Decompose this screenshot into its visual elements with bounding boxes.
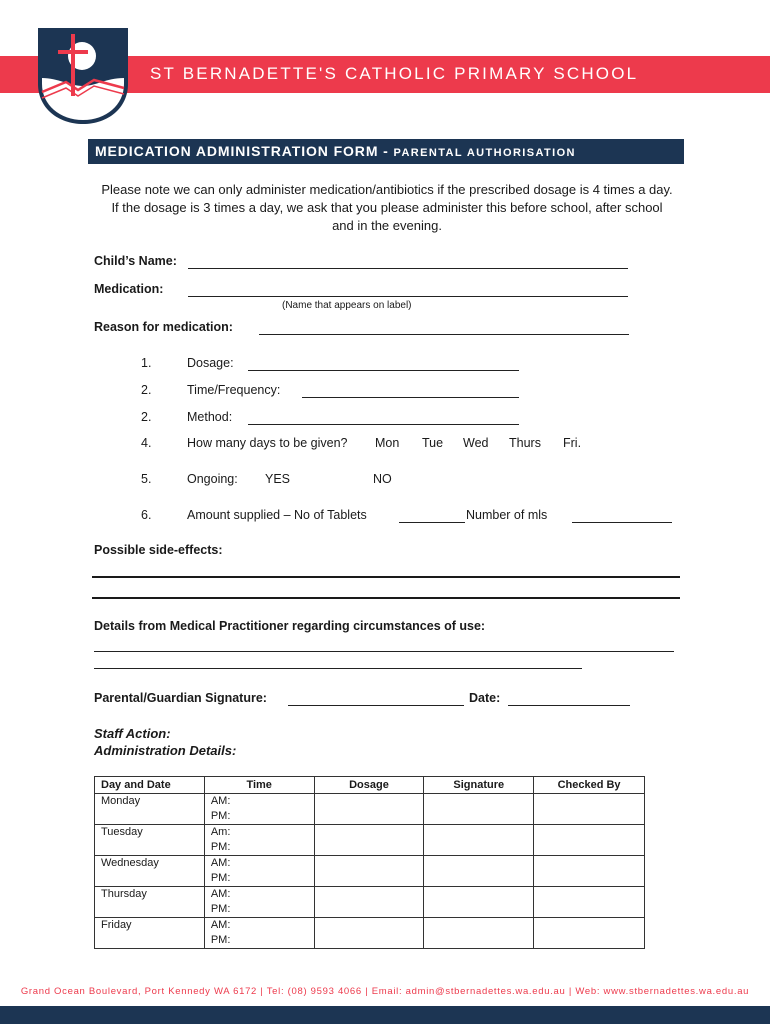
dosage-label: Dosage: xyxy=(187,356,234,370)
ongoing-yes-option[interactable]: YES xyxy=(265,472,291,486)
table-row xyxy=(95,856,645,887)
day-cell: Wednesday xyxy=(95,856,205,887)
time-cell[interactable] xyxy=(204,856,314,887)
am-label: AM: xyxy=(210,888,231,900)
signature-cell[interactable] xyxy=(424,887,534,918)
side-effects-label: Possible side-effects: xyxy=(94,543,223,557)
time-frequency-label: Time/Frequency: xyxy=(187,383,281,397)
practitioner-line-2[interactable] xyxy=(94,668,582,669)
checked-by-cell[interactable] xyxy=(534,856,645,887)
signature-cell[interactable] xyxy=(424,825,534,856)
dosage-cell[interactable] xyxy=(314,825,424,856)
intro-note: Please note we can only administer medication/antibiotics if the prescribed dosage is 4 times a day. If the dosage is 3 times a day, we ask that you please administer this before school, after school and in the evening. xyxy=(101,182,673,233)
dosage-cell[interactable] xyxy=(314,856,424,887)
date-field[interactable] xyxy=(508,705,630,706)
reason-field[interactable] xyxy=(259,334,629,335)
staff-action-heading: Staff Action: xyxy=(94,726,171,741)
time-cell[interactable] xyxy=(204,887,314,918)
childs-name-label: Child’s Name: xyxy=(94,254,177,268)
dosage-cell[interactable] xyxy=(314,794,424,825)
column-header: Dosage xyxy=(314,777,424,794)
mls-field[interactable] xyxy=(572,522,672,523)
reason-label: Reason for medication: xyxy=(94,320,233,334)
signature-cell[interactable] xyxy=(424,794,534,825)
pm-label: PM: xyxy=(210,841,231,853)
table-row xyxy=(95,918,645,949)
am-label: AM: xyxy=(210,919,231,931)
column-header: Signature xyxy=(424,777,534,794)
signature-field[interactable] xyxy=(288,705,464,706)
day-option-tue[interactable]: Tue xyxy=(422,436,444,450)
day-cell: Friday xyxy=(95,918,205,949)
childs-name-field[interactable] xyxy=(188,268,628,269)
day-option-wed[interactable]: Wed xyxy=(463,436,489,450)
day-cell: Monday xyxy=(95,794,205,825)
side-effects-line-2[interactable] xyxy=(92,597,680,599)
form-title-bar xyxy=(88,139,684,164)
administration-details-heading: Administration Details: xyxy=(94,743,237,758)
pm-label: PM: xyxy=(210,810,231,822)
practitioner-line-1[interactable] xyxy=(94,651,674,652)
day-cell: Tuesday xyxy=(95,825,205,856)
time-cell[interactable] xyxy=(204,794,314,825)
item-number: 2. xyxy=(141,410,152,424)
day-option-mon[interactable]: Mon xyxy=(375,436,400,450)
side-effects-line-1[interactable] xyxy=(92,576,680,578)
checked-by-cell[interactable] xyxy=(534,887,645,918)
dosage-field[interactable] xyxy=(248,370,519,371)
column-header: Time xyxy=(204,777,314,794)
days-label: How many days to be given? xyxy=(187,436,348,450)
column-header: Day and Date xyxy=(95,777,205,794)
signature-label: Parental/Guardian Signature: xyxy=(94,691,267,705)
school-crest-logo xyxy=(36,26,130,126)
item-number: 4. xyxy=(141,436,152,450)
item-number: 6. xyxy=(141,508,152,522)
time-cell[interactable] xyxy=(204,825,314,856)
date-label: Date: xyxy=(469,691,501,705)
mls-label: Number of mls xyxy=(466,508,548,522)
time-frequency-field[interactable] xyxy=(302,397,519,398)
administration-table xyxy=(94,776,645,949)
signature-cell[interactable] xyxy=(424,856,534,887)
pm-label: PM: xyxy=(210,934,231,946)
ongoing-label: Ongoing: xyxy=(187,472,238,486)
medication-field[interactable] xyxy=(188,296,628,297)
pm-label: PM: xyxy=(210,872,231,884)
medication-label: Medication: xyxy=(94,282,164,296)
checked-by-cell[interactable] xyxy=(534,794,645,825)
ongoing-no-option[interactable]: NO xyxy=(373,472,392,486)
item-number: 1. xyxy=(141,356,152,370)
tablets-field[interactable] xyxy=(399,522,465,523)
dosage-cell[interactable] xyxy=(314,887,424,918)
table-row xyxy=(95,825,645,856)
day-cell: Thursday xyxy=(95,887,205,918)
checked-by-cell[interactable] xyxy=(534,918,645,949)
school-name: ST BERNADETTE'S CATHOLIC PRIMARY SCHOOL xyxy=(150,64,639,83)
form-title: MEDICATION ADMINISTRATION FORM - PARENTAL AUTHORISATION xyxy=(95,143,576,159)
footer-contact: Grand Ocean Boulevard, Port Kennedy WA 6172 | Tel: (08) 9593 4066 | Email: admin@stbernadettes.wa.edu.au | Web: www.stbernadettes.wa.edu.au xyxy=(20,986,750,997)
checked-by-cell[interactable] xyxy=(534,825,645,856)
practitioner-label: Details from Medical Practitioner regarding circumstances of use: xyxy=(94,619,486,633)
column-header: Checked By xyxy=(534,777,645,794)
am-label: AM: xyxy=(210,795,231,807)
time-cell[interactable] xyxy=(204,918,314,949)
signature-cell[interactable] xyxy=(424,918,534,949)
item-number: 5. xyxy=(141,472,152,486)
amount-supplied-label: Amount supplied – No of Tablets xyxy=(187,508,367,522)
day-option-thurs[interactable]: Thurs xyxy=(509,436,541,450)
pm-label: PM: xyxy=(210,903,231,915)
dosage-cell[interactable] xyxy=(314,918,424,949)
method-label: Method: xyxy=(187,410,233,424)
table-row xyxy=(95,794,645,825)
day-option-fri[interactable]: Fri. xyxy=(563,436,582,450)
method-field[interactable] xyxy=(248,424,519,425)
footer-band xyxy=(0,1006,770,1024)
am-label: AM: xyxy=(210,857,231,869)
am-label: Am: xyxy=(210,826,231,838)
table-row xyxy=(95,887,645,918)
medication-hint: (Name that appears on label) xyxy=(282,300,412,311)
table-header-row xyxy=(95,777,645,794)
item-number: 2. xyxy=(141,383,152,397)
